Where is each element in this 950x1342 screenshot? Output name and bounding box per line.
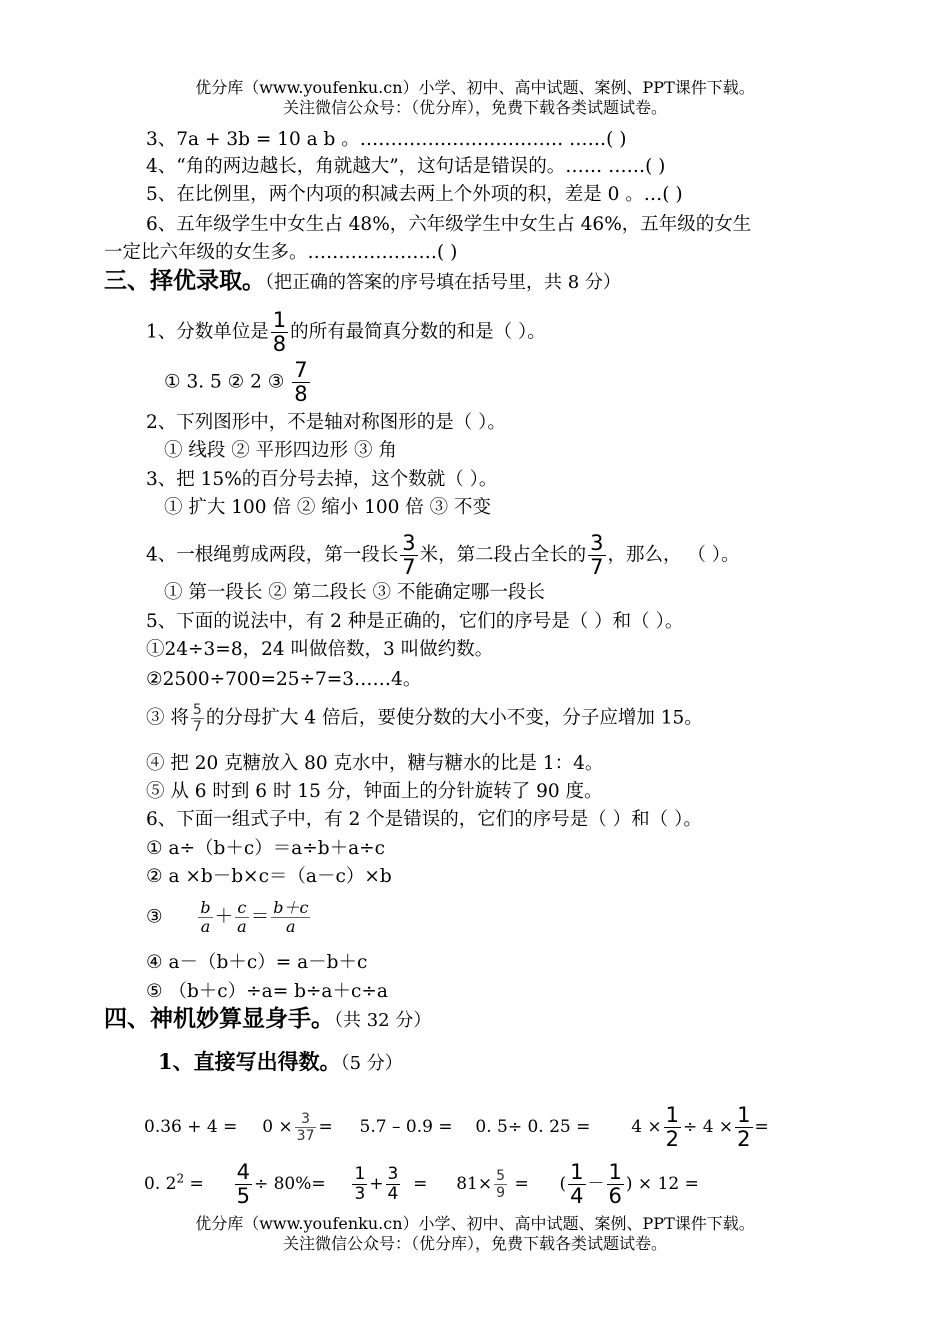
fraction-numerator: 3 (402, 531, 416, 555)
section-4-sub-1-heading (158, 1047, 403, 1079)
s3-q6-item-3-fraction-3 (271, 900, 310, 935)
s3-q5-item-3 (146, 703, 703, 734)
calc-2-5-minus: － (587, 1174, 605, 1194)
fraction-numerator: c (237, 898, 247, 917)
calc-2-5-post: ) × 12 = (625, 1174, 699, 1194)
s3-q5-item-3-fraction (191, 703, 204, 734)
calc-2-5-fraction-1 (568, 1162, 585, 1207)
s3-q1-options-text: ① 3. 5 ② 2 ③ (164, 371, 285, 393)
s3-q5-item-3-pre: ③ 将 (146, 707, 189, 729)
fraction-denominator: 4 (570, 1184, 584, 1208)
header-line-2: 关注微信公众号：（优分库），免费下载各类试题试卷。 (282, 98, 667, 117)
s3-q1 (146, 310, 546, 355)
s3-q6: 6、下面一组式子中，有 2 个是错误的，它们的序号是（ ）和（ ）。 (146, 809, 702, 830)
judge-q3: 3、7a + 3b = 10 a b 。…………………………… ……( ) (146, 129, 627, 150)
section-4-sub-1-note: （5 分） (340, 1053, 403, 1074)
fraction-numerator: 7 (294, 358, 308, 382)
calc-1-2-fraction (295, 1112, 317, 1143)
fraction-denominator: 2 (737, 1127, 751, 1151)
fraction-numerator: 5 (192, 702, 202, 718)
fraction-denominator: 3 (354, 1184, 366, 1204)
calc-1-3: 5.7 – 0.9 = (359, 1117, 453, 1137)
equals-sign: ＝ (250, 906, 270, 928)
s3-q5: 5、下面的说法中，有 2 种是正确的，它们的序号是（ ）和（ ）。 (146, 611, 684, 632)
fraction-denominator: 37 (296, 1128, 315, 1144)
s3-q1-pre: 1、分数单位是 (146, 321, 269, 343)
calc-row-2 (144, 1162, 699, 1207)
calc-1-5-pre: 4 × (631, 1117, 662, 1137)
fraction-denominator: 5 (236, 1184, 250, 1208)
calc-1-2-post: = (318, 1117, 333, 1137)
calc-2-3-plus: + (369, 1174, 384, 1194)
s3-q4-part-c: ，那么， （ ）。 (607, 544, 740, 566)
fraction-numerator: 4 (236, 1160, 250, 1184)
s3-q4 (146, 533, 740, 578)
judge-q4: 4、“角的两边越长，角就越大”，这句话是错误的。…… ……( ) (146, 156, 666, 177)
s3-q1-post: 的所有最简真分数的和是（ ）。 (290, 321, 546, 343)
judge-q5: 5、在比例里，两个内项的积减去两上个外项的积，差是 0 。…( ) (146, 184, 683, 205)
section-3-note: （把正确的答案的序号填在括号里，共 8 分） (265, 272, 621, 293)
fraction-denominator: 4 (387, 1184, 399, 1204)
s3-q6-item-3-number: ③ (146, 906, 163, 928)
footer-line-1: 优分库（www.youfenku.cn）小学、初中、高中试题、案例、PPT课件下载。 (195, 1214, 755, 1233)
judge-q6-line1: 6、五年级学生中女生占 48%，六年级学生中女生占 46%，五年级的女生 (146, 214, 752, 235)
s3-q1-options (164, 360, 312, 405)
s3-q6-item-3-fraction-1 (198, 900, 212, 935)
s3-q6-item-2: ② a ×b－b×c＝（a－c）×b (146, 866, 392, 887)
s3-q6-item-4: ④ a－（b＋c）= a－b＋c (146, 952, 368, 973)
fraction-denominator: 2 (665, 1127, 680, 1151)
s3-q6-item-3-fraction-2 (235, 900, 249, 935)
calc-2-1-pre: 0. 2 (144, 1174, 177, 1194)
section-4-note: （共 32 分） (334, 1010, 432, 1031)
s3-q5-item-3-post: 的分母扩大 4 倍后，要使分数的大小不变，分子应增加 15。 (205, 707, 703, 729)
s3-q1-fraction (271, 310, 288, 355)
calc-2-5-open: ( (559, 1174, 567, 1194)
s3-q5-item-2: ②2500÷700=25÷7=3……4。 (146, 669, 422, 690)
calc-1-5-post: = (754, 1117, 769, 1137)
judge-q6-line2: 一定比六年级的女生多。…………………( ) (104, 242, 458, 263)
fraction-denominator: 6 (608, 1184, 622, 1208)
fraction-denominator: a (237, 917, 247, 936)
fraction-denominator: 8 (272, 332, 287, 356)
calc-2-4-fraction (494, 1169, 507, 1200)
fraction-denominator: 8 (294, 382, 308, 406)
fraction-numerator: 1 (570, 1160, 584, 1184)
calc-2-3-post: = (413, 1174, 428, 1194)
s3-q6-item-1: ① a÷（b＋c）＝a÷b＋a÷c (146, 838, 385, 859)
fraction-denominator: 9 (496, 1185, 506, 1201)
calc-2-4-post: = (514, 1174, 529, 1194)
s3-q5-item-1: ①24÷3=8，24 叫做倍数，3 叫做约数。 (146, 639, 494, 660)
s3-q3: 3、把 15%的百分号去掉，这个数就（ ）。 (146, 469, 498, 490)
plus-sign: ＋ (214, 906, 234, 928)
calc-2-1-exponent: 2 (176, 1171, 185, 1186)
section-3-heading (104, 266, 621, 298)
fraction-numerator: b (200, 898, 211, 917)
calc-2-3-fraction-2 (386, 1166, 401, 1203)
section-3-title: 三、择优录取。 (104, 267, 265, 294)
calc-2-4-pre: 81× (456, 1174, 493, 1194)
section-4-title: 四、神机妙算显身手。 (104, 1005, 334, 1032)
calc-1-5-fraction-1 (664, 1105, 681, 1150)
fraction-numerator: 3 (301, 1111, 311, 1127)
calc-2-1-post: = (184, 1174, 204, 1194)
fraction-numerator: 1 (665, 1103, 680, 1127)
s3-q4-part-b: 米，第二段占全长的 (419, 544, 587, 566)
s3-q5-item-4: ④ 把 20 克糖放入 80 克水中，糖与糖水的比是 1：4。 (146, 753, 604, 774)
s3-q4-part-a: 4、一根绳剪成两段，第一段长 (146, 544, 399, 566)
s3-q6-item-3 (146, 900, 312, 935)
calc-2-3-fraction-1 (352, 1166, 367, 1203)
calc-1-4: 0. 5÷ 0. 25 = (475, 1117, 591, 1137)
s3-q5-item-5: ⑤ 从 6 时到 6 时 15 分，钟面上的分针旋转了 90 度。 (146, 781, 603, 802)
fraction-numerator: 1 (354, 1164, 366, 1184)
fraction-denominator: 7 (192, 719, 202, 735)
s3-q2-options: ① 线段 ② 平形四边形 ③ 角 (164, 440, 397, 461)
fraction-numerator: 1 (608, 1160, 622, 1184)
calc-row-1 (144, 1105, 769, 1150)
fraction-numerator: 1 (737, 1103, 751, 1127)
calc-2-2-post: ÷ 80%= (253, 1174, 326, 1194)
s3-q1-option-3-fraction (292, 360, 309, 405)
fraction-denominator: a (286, 917, 296, 936)
s3-q4-fraction-1 (400, 533, 417, 578)
section-4-sub-1-title: 1、直接写出得数。 (158, 1049, 341, 1074)
calc-1-5-mid: ÷ 4 × (683, 1117, 734, 1137)
footer-line-2: 关注微信公众号：（优分库），免费下载各类试题试卷。 (282, 1234, 667, 1253)
calc-1-1: 0.36 + 4 = (144, 1117, 238, 1137)
fraction-denominator: 7 (590, 555, 604, 579)
fraction-denominator: 7 (402, 555, 416, 579)
fraction-denominator: a (200, 917, 211, 936)
section-4-heading (104, 1004, 431, 1036)
calc-1-2-pre: 0 × (262, 1117, 293, 1137)
fraction-numerator: 3 (590, 531, 604, 555)
s3-q4-fraction-2 (588, 533, 605, 578)
header-line-1: 优分库（www.youfenku.cn）小学、初中、高中试题、案例、PPT课件下载。 (195, 78, 755, 97)
s3-q6-item-5: ⑤ （b＋c）÷a= b÷a＋c÷a (146, 981, 388, 1002)
fraction-numerator: b＋c (273, 898, 309, 917)
calc-2-5-fraction-2 (607, 1162, 624, 1207)
fraction-numerator: 1 (272, 308, 287, 332)
calc-1-5-fraction-2 (735, 1105, 752, 1150)
calc-2-2-fraction (235, 1162, 252, 1207)
s3-q4-options: ① 第一段长 ② 第二段长 ③ 不能确定哪一段长 (164, 582, 545, 603)
fraction-numerator: 5 (496, 1168, 506, 1184)
s3-q2: 2、下列图形中，不是轴对称图形的是（ ）。 (146, 412, 506, 433)
s3-q3-options: ① 扩大 100 倍 ② 缩小 100 倍 ③ 不变 (164, 497, 492, 518)
fraction-numerator: 3 (387, 1164, 399, 1184)
